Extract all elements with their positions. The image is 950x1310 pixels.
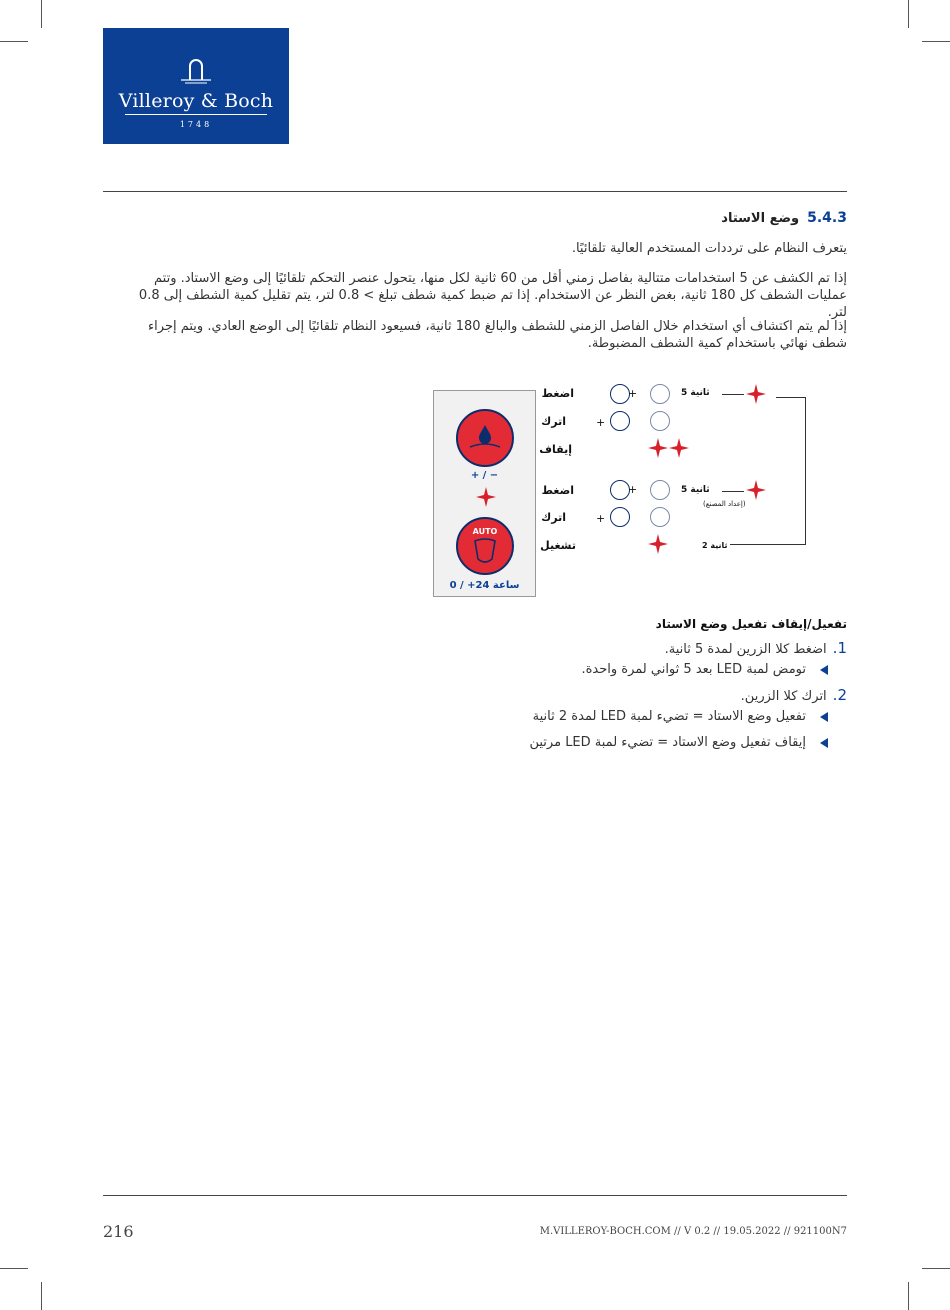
row-press-1-flush-icon	[610, 384, 630, 404]
brand-year: 1748	[179, 120, 213, 129]
row-release-2-plus: +	[596, 512, 606, 525]
row-release-1-label: اترك	[541, 415, 566, 428]
crop-mark	[908, 0, 909, 28]
section-heading	[721, 210, 847, 226]
auto-label: AUTO	[472, 527, 498, 536]
connector-line	[730, 544, 806, 545]
row-press-1-seconds: 5 ثانية	[681, 388, 710, 398]
plus-minus-label: + / −	[470, 470, 499, 481]
crop-mark	[41, 0, 42, 28]
row-release-1-flush-icon	[610, 411, 630, 431]
row-press-1-label: اضغط	[541, 387, 574, 400]
row-release-2-auto-icon	[650, 507, 670, 527]
page-number: 216	[103, 1222, 134, 1241]
row-press-2-seconds: 5 ثانية	[681, 485, 710, 495]
row-press-1-auto-icon	[650, 384, 670, 404]
fountain-logo-icon	[171, 54, 221, 84]
section-number: 5.4.3	[807, 210, 847, 226]
row-release-1-auto-icon	[650, 411, 670, 431]
row-press-1-plus: +	[628, 387, 638, 400]
row-stop-label: إيقاف	[539, 443, 572, 456]
step-2	[741, 686, 847, 704]
flush-volume-button[interactable]	[456, 409, 514, 467]
bullet-1	[581, 662, 828, 677]
row-release-2-flush-icon	[610, 507, 630, 527]
crop-mark	[922, 41, 950, 42]
detection-paragraph: إذا تم الكشف عن 5 استخدامات متتالية بفاصل زمني أقل من 60 ثانية لكل منها، يتحول عنصر التحكم تلقائيًا إلى وضع الاستاد. وتتم عمليات الشطف كل 180 ثانية، بغض النظر عن الاستخدام. إذا تم ضبط كمية شطف تبلغ > 0.8 لتر، يتم تقليل كمية الشطف إلى 0.8 لتر.	[138, 271, 847, 320]
bullet-2-text: تفعيل وضع الاستاد = تضيء لمبة LED لمدة 2 ثانية	[532, 709, 806, 724]
led-flash-icon	[746, 384, 766, 404]
step-2-number: 2.	[832, 686, 847, 704]
bullet-triangle-icon	[820, 712, 828, 722]
brand-underline	[125, 114, 267, 115]
step-1-text: اضغط كلا الزرين لمدة 5 ثانية.	[664, 642, 827, 657]
connector-line	[805, 397, 806, 544]
row-press-2-label: اضغط	[541, 484, 574, 497]
bullet-1-text: تومض لمبة LED بعد 5 ثواني لمرة واحدة.	[581, 662, 806, 677]
row-start-label: تشغيل	[540, 539, 576, 552]
connector-line	[776, 397, 806, 398]
led-flash-icon	[476, 487, 496, 507]
two-seconds-label: 2 ثانية	[702, 541, 728, 550]
crop-mark	[922, 1268, 950, 1269]
row-release-1-plus: +	[596, 416, 606, 429]
step-1-number: 1.	[832, 639, 847, 657]
water-drop-icon	[458, 411, 512, 465]
activation-subheading: تفعيل/إيقاف تفعيل وضع الاستاد	[655, 617, 847, 631]
arrow-line	[722, 491, 744, 492]
step-2-text: اترك كلا الزرين.	[740, 689, 827, 704]
bullet-triangle-icon	[820, 738, 828, 748]
row-release-2-label: اترك	[541, 511, 566, 524]
section-title: وضع الاستاد	[721, 211, 800, 226]
led-flash-icon	[648, 438, 668, 458]
footer-text: M.VILLEROY-BOCH.COM // V 0.2 // 19.05.2022 // 921100N7	[539, 1226, 847, 1237]
row-press-2-flush-icon	[610, 480, 630, 500]
row-press-2-auto-icon	[650, 480, 670, 500]
brand-logo	[103, 28, 289, 144]
auto-button[interactable]	[456, 517, 514, 575]
bullet-3	[529, 735, 828, 750]
footer-rule	[103, 1195, 847, 1196]
control-panel	[433, 390, 536, 597]
hours-label: ساعة 24+ / 0	[449, 580, 520, 591]
intro-paragraph: يتعرف النظام على ترددات المستخدم العالية تلقائيًا.	[571, 241, 847, 256]
led-flash-icon	[648, 534, 668, 554]
header-rule	[103, 191, 847, 192]
arrow-line	[722, 394, 744, 395]
led-flash-icon	[669, 438, 689, 458]
crop-mark	[41, 1282, 42, 1310]
brand-name: Villeroy & Boch	[118, 90, 274, 112]
bullet-2	[533, 709, 828, 724]
led-flash-icon	[746, 480, 766, 500]
bullet-3-text: إيقاف تفعيل وضع الاستاد = تضيء لمبة LED مرتين	[529, 735, 806, 750]
auto-urinal-icon	[458, 519, 512, 573]
return-paragraph: إذا لم يتم اكتشاف أي استخدام خلال الفاصل الزمني للشطف والبالغ 180 ثانية، فسيعود النظام تلقائيًا إلى الوضع العادي. ويتم إجراء شطف نهائي باستخدام كمية الشطف المضبوطة.	[148, 319, 847, 351]
factory-setting-label: (إعداد المصنع)	[703, 500, 746, 508]
step-1	[665, 639, 847, 657]
crop-mark	[908, 1282, 909, 1310]
bullet-triangle-icon	[820, 665, 828, 675]
row-press-2-plus: +	[628, 483, 638, 496]
crop-mark	[0, 1268, 28, 1269]
crop-mark	[0, 41, 28, 42]
